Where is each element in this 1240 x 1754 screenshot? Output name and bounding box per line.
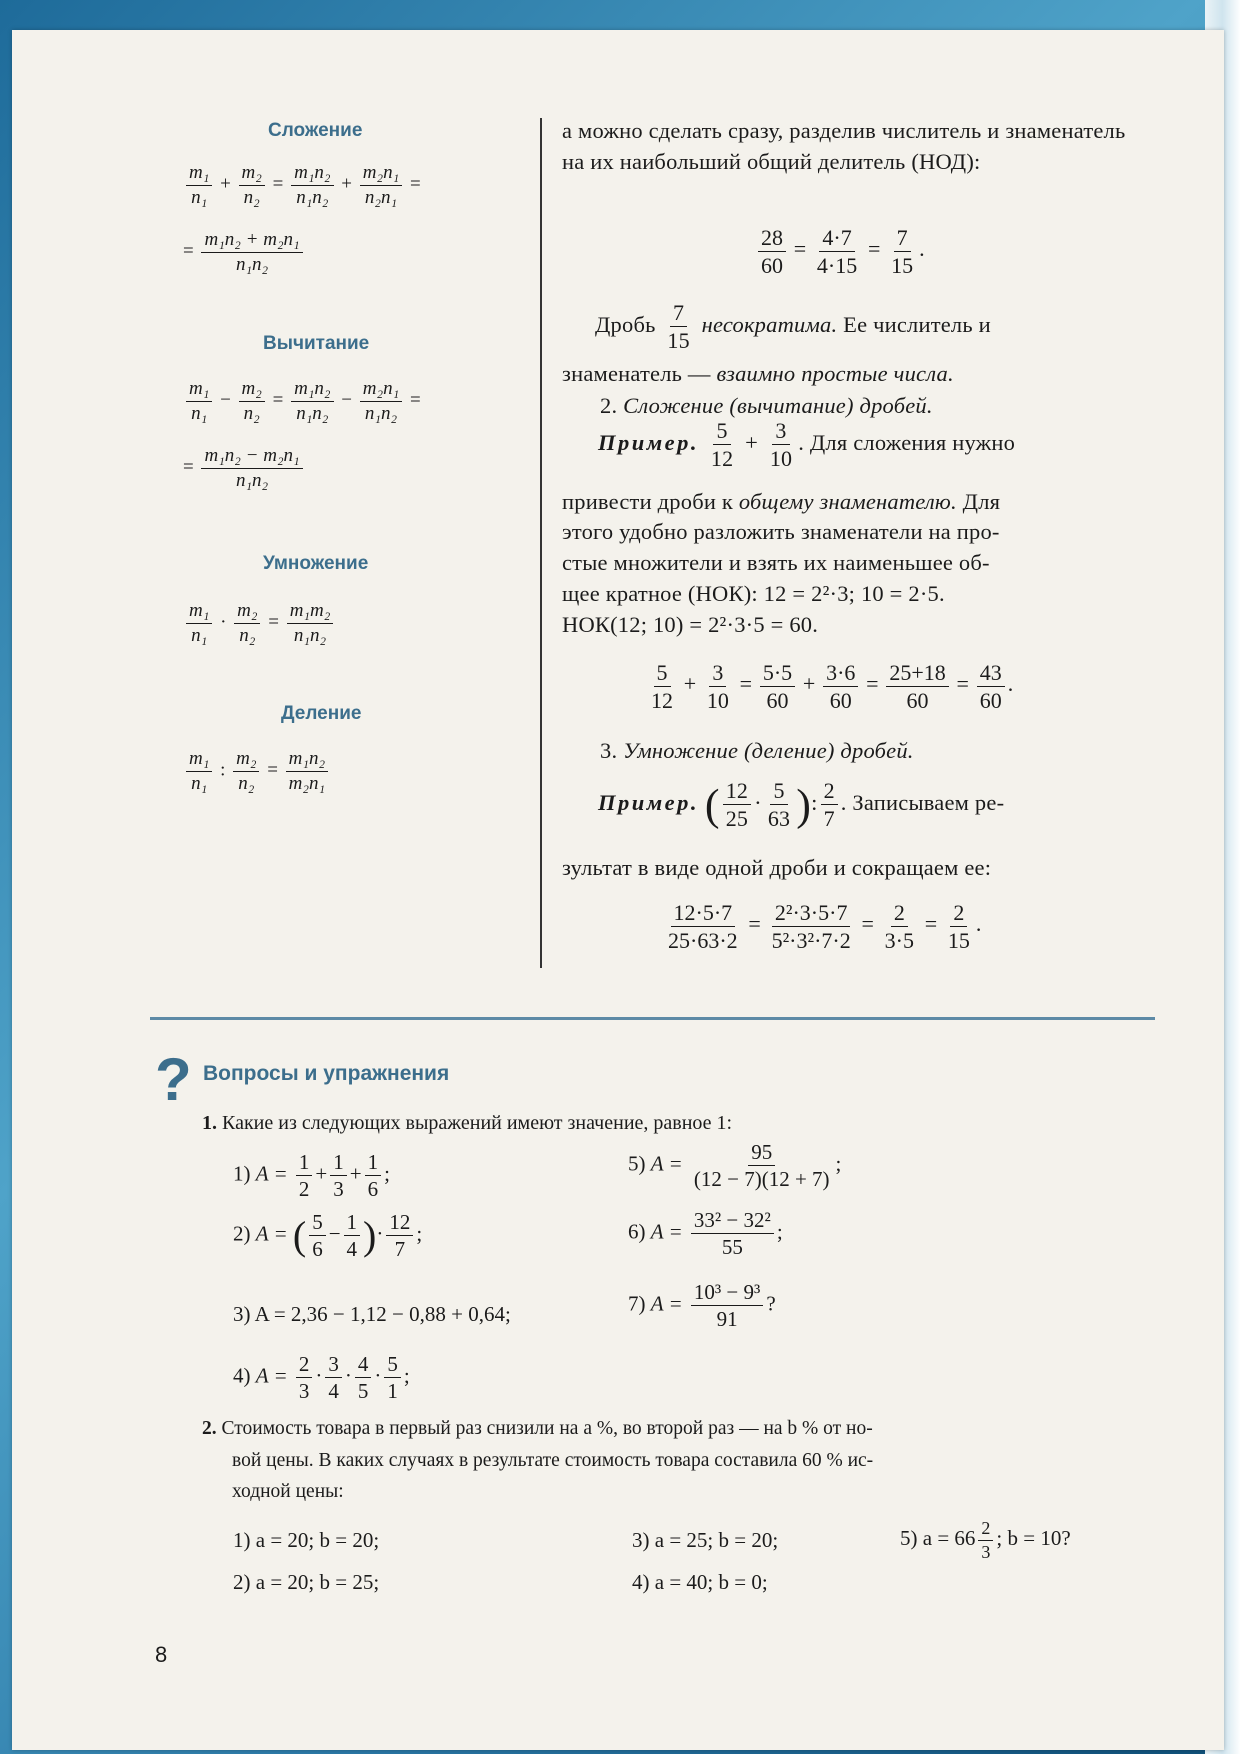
- multiplication-formula: $\frac{\text{m₁}}{\text{n₁}}$ · $\frac{\text{m₂}}{\text{n₂}}$ = $\frac{\text{m₁m₂}}{\text{n₁n₂}}$: [183, 600, 336, 647]
- question-2-line1: 2. Стоимость товара в первый раз снизили на a %, во второй раз — на b % от но-: [202, 1418, 873, 1439]
- q2-option-5: 5) a = 66 $\frac{2}{3}$ ; b = 10?: [900, 1518, 1071, 1562]
- subtraction-formula-line2: = $\frac{\text{m₁n₂ − m₂n₁}}{\text{n₁n₂}}$: [183, 445, 306, 492]
- q1-item-1: 1) A = $\frac{1}{2}$ + $\frac{1}{3}$ + $\frac{1}{6}$ ;: [233, 1150, 390, 1202]
- question-mark-icon: ?: [155, 1046, 192, 1113]
- addition-formula-line1: $\frac{\text{m₁}}{\text{n₁}}$ + $\frac{\text{m₂}}{\text{n₂}}$ = $\frac{\text{m₁n₂}}{\text{n₁n₂}}$ + $\frac{\text{m₂n₁}}{\text{n₂n₁}}$ =: [183, 162, 421, 209]
- example-multiplication: Пример. ( $\frac{12}{25}$ · $\frac{5}{63}$ ): $\frac{2}{7}$ . Записываем ре-: [598, 778, 1005, 832]
- subtraction-formula-line1: $\frac{\text{m₁}}{\text{n₁}}$ − $\frac{\text{m₂}}{\text{n₂}}$ = $\frac{\text{m₁n₂}}{\text{n₁n₂}}$ − $\frac{\text{m₂n₁}}{\text{n₁n₂}}$ =: [183, 378, 421, 425]
- division-formula: $\frac{\text{m₁}}{\text{n₁}}$ : $\frac{\text{m₂}}{\text{n₂}}$ = $\frac{\text{m₁n₂}}{\text{m₂n₁}}$: [183, 748, 331, 795]
- equation-addition: $\frac{5}{12}$ + $\frac{3}{10}$ = $\frac{5\cdot 5}{60}$ + $\frac{3\cdot 6}{60}$ = $\frac{25+18}{60}$ = $\frac{43}{60}$ .: [651, 660, 1014, 714]
- section-multiplication-fractions: 3. Умножение (деление) дробей.: [600, 738, 914, 763]
- column-divider: [540, 118, 542, 968]
- example-addition: Пример. $\frac{5}{12}$ + $\frac{3}{10}$ . Для сложения нужно: [598, 418, 1016, 472]
- example-addition-line3: этого удобно разложить знаменатели на про-: [562, 519, 1000, 544]
- q2-option-4: 4) a = 40; b = 0;: [632, 1570, 768, 1594]
- q1-item-4: 4) A = $\frac{2}{3}$ · $\frac{3}{4}$ · $\frac{4}{5}$ · $\frac{5}{1}$ ;: [233, 1352, 410, 1404]
- section-divider: [150, 1017, 1155, 1020]
- example-addition-line2: привести дроби к общему знаменателю. Для: [562, 489, 1001, 514]
- paragraph-irreducible: Дробь $\frac{7}{15}$ несократима. Ее числитель и: [595, 300, 991, 354]
- paper-sheet: [12, 30, 1224, 1750]
- q2-option-2: 2) a = 20; b = 25;: [233, 1570, 380, 1594]
- addition-formula-line2: = $\frac{\text{m₁n₂ + m₂n₁}}{\text{n₁n₂}}$: [183, 229, 306, 276]
- equation-multiplication: $\frac{12\cdot 5\cdot 7}{25\cdot 63\cdot 2}$ = $\frac{\text{2²·3·5·7}}{\text{5²·3²·7·2}}$ = $\frac{2}{3\cdot 5}$ = $\frac{2}{15}$ .: [668, 900, 982, 954]
- question-2-line2: вой цены. В каких случаях в результате стоимость товара составила 60 % ис-: [232, 1450, 874, 1471]
- paragraph-coprime: знаменатель — взаимно простые числа.: [562, 361, 954, 386]
- equation-reduce: $\frac{28}{60}$ = $\frac{4\cdot 7}{4\cdot 15}$ = $\frac{7}{15}$ .: [755, 225, 925, 279]
- section-addition-fractions: 2. Сложение (вычитание) дробей.: [600, 393, 933, 418]
- questions-heading: Вопросы и упражнения: [203, 1062, 450, 1085]
- q1-item-5: 5) A = $\frac{95}{(12 - 7)(12 + 7)}$ ;: [628, 1140, 842, 1192]
- subtraction-heading: Вычитание: [263, 333, 370, 354]
- paragraph-gcd: а можно сделать сразу, разделив числитель и знаменатель на их наибольший общий делитель (НОД):: [562, 118, 1126, 174]
- example-addition-line5: щее кратное (НОК): 12 = 2²·3; 10 = 2·5.: [562, 581, 945, 606]
- division-heading: Деление: [281, 703, 362, 724]
- example-addition-line6: НОК(12; 10) = 2²·3·5 = 60.: [562, 612, 819, 637]
- page-number: 8: [155, 1642, 168, 1667]
- multiplication-heading: Умножение: [263, 553, 369, 574]
- example-addition-line4: стые множители и взять их наименьшее об-: [562, 550, 990, 575]
- q1-item-2: 2) A = ( $\frac{5}{6}$ − $\frac{1}{4}$ )· $\frac{12}{7}$ ;: [233, 1210, 423, 1262]
- addition-heading: Сложение: [268, 120, 363, 141]
- q1-item-7: 7) A = $\frac{\text{10³ − 9³}}{91}$ ?: [628, 1280, 776, 1332]
- example-multiplication-line2: зультат в виде одной дроби и сокращаем ее:: [562, 855, 992, 880]
- question-1: 1. Какие из следующих выражений имеют значение, равное 1:: [202, 1112, 733, 1134]
- question-2-line3: ходной цены:: [232, 1481, 344, 1502]
- q2-option-1: 1) a = 20; b = 20;: [233, 1528, 380, 1552]
- q2-option-3: 3) a = 25; b = 20;: [632, 1528, 779, 1552]
- q1-item-3: 3) A = 2,36 − 1,12 − 0,88 + 0,64;: [233, 1302, 511, 1326]
- q1-item-6: 6) A = $\frac{\text{33² − 32²}}{55}$ ;: [628, 1208, 783, 1260]
